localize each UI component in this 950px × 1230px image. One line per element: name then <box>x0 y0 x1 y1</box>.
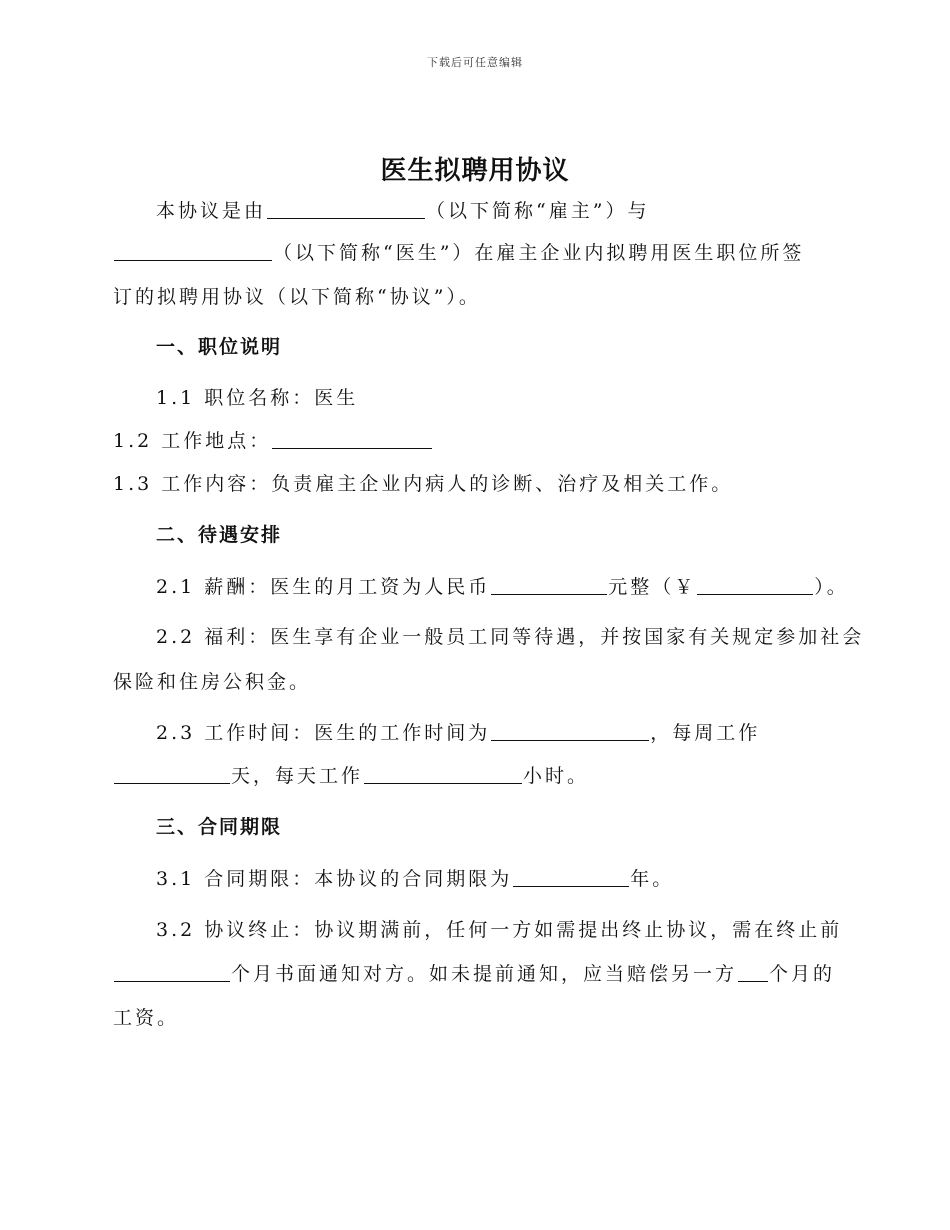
item-2-2-line-1: 2.2 福利：医生享有企业一般员工同等待遇，并按国家有关规定参加社会 <box>156 626 865 648</box>
hours-blank <box>364 765 522 784</box>
intro-text: （以下简称“医生”）在雇主企业内拟聘用医生职位所签 <box>273 242 805 264</box>
section-2-heading: 二、待遇安排 <box>156 524 283 546</box>
section-3-heading: 三、合同期限 <box>156 816 283 838</box>
days-blank <box>114 765 230 784</box>
item-2-2-line-2: 保险和住房公积金。 <box>113 671 312 693</box>
item-text: 2.3 工作时间：医生的工作时间为 <box>156 722 491 744</box>
item-1-3: 1.3 工作内容：负责雇主企业内病人的诊断、治疗及相关工作。 <box>113 473 734 495</box>
item-3-2-line-2 <box>113 962 835 986</box>
item-3-1 <box>156 867 674 891</box>
item-text: 3.1 合同期限：本协议的合同期限为 <box>156 868 513 890</box>
page-header: 下载后可任意编辑 <box>427 56 523 69</box>
item-text: 个月的 <box>769 963 836 985</box>
item-3-2-line-1: 3.2 协议终止：协议期满前，任何一方如需提出终止协议，需在终止前 <box>156 919 843 941</box>
location-blank <box>272 430 432 449</box>
item-text: ，每周工作 <box>650 722 761 744</box>
item-text: 小时。 <box>523 765 590 787</box>
item-text: 元整（￥ <box>608 576 697 598</box>
compensation-months-blank <box>738 963 768 982</box>
intro-line-1 <box>156 199 649 223</box>
employer-blank <box>267 200 425 219</box>
item-text: 2.1 薪酬：医生的月工资为人民币 <box>156 576 491 598</box>
item-text: 天，每天工作 <box>231 765 364 787</box>
item-text: 个月书面通知对方。如未提前通知，应当赔偿另一方 <box>231 963 738 985</box>
doctor-blank <box>114 242 272 261</box>
salary-amount-blank <box>697 576 813 595</box>
notice-months-blank <box>114 963 230 982</box>
term-blank <box>513 868 629 887</box>
item-text: ）。 <box>814 576 849 598</box>
intro-text: 本协议是由 <box>156 200 267 222</box>
item-2-3-line-1 <box>156 721 760 745</box>
item-2-1 <box>156 575 849 599</box>
item-1-2 <box>113 429 433 453</box>
item-2-3-line-2 <box>113 764 589 788</box>
item-text: 年。 <box>630 868 675 890</box>
document-title: 医生拟聘用协议 <box>380 156 570 186</box>
item-1-1: 1.1 职位名称：医生 <box>156 387 359 409</box>
salary-blank <box>491 576 607 595</box>
intro-text: （以下简称“雇主”）与 <box>426 200 650 222</box>
section-1-heading: 一、职位说明 <box>156 336 283 358</box>
intro-line-2 <box>113 241 804 265</box>
item-text: 1.2 工作地点： <box>113 430 272 452</box>
item-3-2-line-3: 工资。 <box>113 1007 180 1029</box>
work-time-blank <box>491 722 649 741</box>
intro-line-3: 订的拟聘用协议（以下简称“协议”）。 <box>113 286 481 308</box>
